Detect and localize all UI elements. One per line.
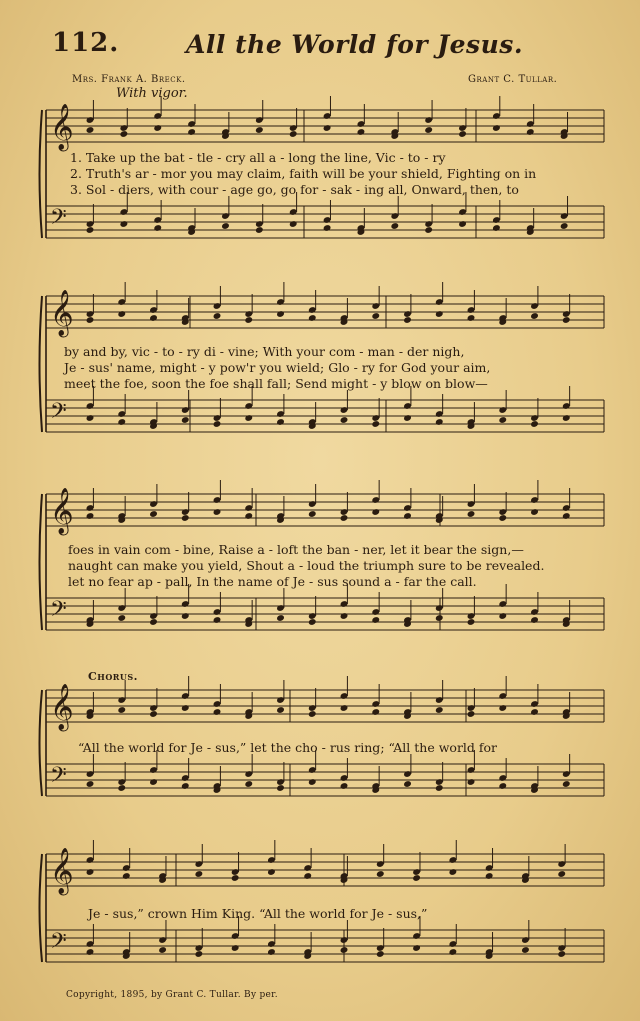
system-4-bass-note xyxy=(149,778,158,786)
system-3-bass-note xyxy=(467,618,476,626)
system-2-bass-note xyxy=(435,418,444,426)
system-3-bass-note xyxy=(149,618,158,626)
lyric-verse-2-line-2: Je - sus' name, might - y pow'r you wield; Glo - ry for God your aim, xyxy=(64,360,491,375)
system-5-bass-note xyxy=(158,946,167,954)
system-5-bass-note xyxy=(376,950,385,958)
system-2-bass-note xyxy=(340,416,349,424)
system-2-bass-note xyxy=(213,420,222,428)
system-4-treble-note xyxy=(340,704,349,712)
system-3-treble-note xyxy=(86,512,95,520)
system-5-bass-note xyxy=(340,946,349,954)
lyric-verse-2-line-3: naught can make you yield, Shout a - loud the triumph sure to be revealed. xyxy=(68,558,545,573)
system-4-bass-note xyxy=(117,784,126,792)
system-5-bass-note xyxy=(557,950,566,958)
system-4-bass-note xyxy=(435,784,444,792)
system-3-bass-note xyxy=(213,616,222,624)
system-4-bass-note xyxy=(467,778,476,786)
system-3-bass-clef: 𝄢 xyxy=(50,597,67,627)
system-5-bass-note xyxy=(195,950,204,958)
system-4-brace xyxy=(40,690,43,796)
system-3-bass-note xyxy=(340,612,349,620)
system-4-bass-note xyxy=(340,782,349,790)
system-4-bass-note xyxy=(276,784,285,792)
system-3-treble-note xyxy=(371,508,380,516)
system-3-treble-note xyxy=(244,512,253,520)
system-1-bass-note xyxy=(458,220,467,228)
system-4-bass-note xyxy=(498,782,507,790)
system-1-bass-note xyxy=(153,224,162,232)
system-4-bass-note xyxy=(86,780,95,788)
system-4-treble-note xyxy=(530,708,539,716)
system-5-bass-note xyxy=(412,944,421,952)
system-2-bass-note xyxy=(562,414,571,422)
system-2-bass-clef: 𝄢 xyxy=(50,399,67,429)
tempo-marking: With vigor. xyxy=(116,86,188,101)
system-2-treble-note xyxy=(276,310,285,318)
system-1-treble-note xyxy=(323,124,332,132)
system-4-treble-clef: 𝄞 xyxy=(50,684,74,730)
system-4-bass-note xyxy=(403,780,412,788)
system-5-treble-clef: 𝄞 xyxy=(50,848,74,894)
system-2-bass-note xyxy=(276,418,285,426)
system-2-bass-note xyxy=(117,418,126,426)
system-3-bass-note xyxy=(435,614,444,622)
system-2-treble-note xyxy=(213,312,222,320)
system-5-treble-note xyxy=(122,872,131,880)
system-2-treble-note xyxy=(371,312,380,320)
system-2-treble-note xyxy=(149,314,158,322)
lyric-verse-2-line-1: 2. Truth's ar - mor you may claim, faith will be your shield, Fighting on in xyxy=(70,166,537,181)
system-5-treble-note xyxy=(86,868,95,876)
system-3-bass-note xyxy=(276,614,285,622)
system-2-treble-note xyxy=(530,312,539,320)
system-4-bass-note xyxy=(562,780,571,788)
system-5-treble-note xyxy=(195,870,204,878)
system-1-treble-note xyxy=(526,128,535,136)
system-1-treble-note xyxy=(120,130,129,138)
system-1-bass-note xyxy=(424,226,433,234)
system-5-treble-note xyxy=(412,874,421,882)
lyric-verse-1-line-2: by and by, vic - to - ry di - vine; With your com - man - der nigh, xyxy=(64,344,465,359)
system-1-treble-note xyxy=(458,130,467,138)
system-3-bass-note xyxy=(371,616,380,624)
system-4-treble-note xyxy=(149,710,158,718)
system-1-bass-note xyxy=(323,224,332,232)
system-1-treble-note xyxy=(492,124,501,132)
system-5-treble-note xyxy=(376,870,385,878)
system-2-treble-note xyxy=(86,316,95,324)
system-4-treble-note xyxy=(435,706,444,714)
system-2-bass-note xyxy=(403,414,412,422)
system-2-brace xyxy=(40,296,43,432)
lyric-chorus-line-1: “All the world for Je - sus,” let the cho - rus ring; “All the world for xyxy=(78,740,498,755)
system-4-treble-note xyxy=(181,704,190,712)
system-2-bass-note xyxy=(530,420,539,428)
system-5-treble-note xyxy=(303,872,312,880)
system-2-bass-note xyxy=(371,420,380,428)
system-5-bass-note xyxy=(231,944,240,952)
system-3-bass-note xyxy=(181,612,190,620)
system-4-treble-note xyxy=(371,708,380,716)
system-3-treble-clef: 𝄞 xyxy=(50,488,74,534)
lyric-verse-1-line-1: 1. Take up the bat - tle - cry all a - long the line, Vic - to - ry xyxy=(70,150,446,165)
system-3-treble-note xyxy=(403,512,412,520)
lyric-verse-3-line-3: let no fear ap - pall, In the name of Je - sus sound a - far the call. xyxy=(68,574,477,589)
system-5-treble-note xyxy=(231,874,240,882)
system-4-treble-note xyxy=(213,708,222,716)
system-4-bass-note xyxy=(244,780,253,788)
hymn-number: 112. xyxy=(52,28,120,58)
system-1-treble-note xyxy=(357,128,366,136)
system-3-bass-note xyxy=(308,618,317,626)
system-2-treble-clef: 𝄞 xyxy=(50,290,74,336)
lyricist-credit: Mrs. Frank A. Breck. xyxy=(72,74,186,85)
system-4-bass-note xyxy=(181,782,190,790)
system-3-treble-note xyxy=(562,512,571,520)
system-5-brace xyxy=(40,854,43,962)
system-2-bass-note xyxy=(86,414,95,422)
system-5-treble-note xyxy=(449,868,458,876)
system-5-treble-note xyxy=(267,868,276,876)
system-1-brace xyxy=(40,110,43,238)
system-1-bass-note xyxy=(560,222,569,230)
system-2-treble-note xyxy=(244,316,253,324)
system-5-bass-note xyxy=(521,946,530,954)
system-1-bass-note xyxy=(390,222,399,230)
system-4-bass-clef: 𝄢 xyxy=(50,763,67,793)
system-2-bass-note xyxy=(181,416,190,424)
system-4-treble-note xyxy=(498,704,507,712)
system-2-treble-note xyxy=(562,316,571,324)
system-1-bass-note xyxy=(86,226,95,234)
lyric-verse-3-line-2: meet the foe, soon the foe shall fall; Send might - y blow on blow— xyxy=(64,376,488,391)
system-1-bass-clef: 𝄢 xyxy=(50,205,67,235)
system-3-treble-note xyxy=(340,514,349,522)
system-5-bass-note xyxy=(449,948,458,956)
system-1-bass-note xyxy=(289,220,298,228)
system-4-treble-note xyxy=(308,710,317,718)
composer-credit: Grant C. Tullar. xyxy=(468,74,558,85)
lyric-verse-3-line-1: 3. Sol - diers, with cour - age go, go for - sak - ing all, Onward, then, to xyxy=(70,182,519,197)
system-3-bass-note xyxy=(530,616,539,624)
system-3-treble-note xyxy=(181,514,190,522)
lyric-verse-1-line-3: foes in vain com - bine, Raise a - loft the ban - ner, let it bear the sign,— xyxy=(68,542,524,557)
system-3-brace xyxy=(40,494,43,630)
system-4-treble-note xyxy=(276,706,285,714)
system-3-treble-note xyxy=(308,510,317,518)
system-3-bass-note xyxy=(498,612,507,620)
system-2-treble-note xyxy=(435,310,444,318)
system-4-treble-note xyxy=(467,710,476,718)
system-5-bass-note xyxy=(267,948,276,956)
system-1-bass-note xyxy=(255,226,264,234)
system-1-treble-note xyxy=(255,126,264,134)
system-2-treble-note xyxy=(117,310,126,318)
system-2-bass-note xyxy=(498,416,507,424)
system-1-bass-note xyxy=(492,224,501,232)
system-2-treble-note xyxy=(403,316,412,324)
system-5-bass-clef: 𝄢 xyxy=(50,929,67,959)
system-1-bass-note xyxy=(120,220,129,228)
system-1-treble-clef: 𝄞 xyxy=(50,104,74,150)
system-1-treble-note xyxy=(424,126,433,134)
system-2-bass-note xyxy=(244,414,253,422)
system-3-treble-note xyxy=(149,510,158,518)
system-3-treble-note xyxy=(467,510,476,518)
system-4-bass-note xyxy=(308,778,317,786)
system-1-treble-note xyxy=(153,124,162,132)
hymn-title: All the World for Jesus. xyxy=(186,30,524,59)
system-2-treble-note xyxy=(308,314,317,322)
system-5-bass-note xyxy=(86,948,95,956)
system-1-treble-note xyxy=(86,126,95,134)
system-3-treble-note xyxy=(498,514,507,522)
system-1-bass-note xyxy=(221,222,230,230)
system-5-treble-note xyxy=(485,872,494,880)
system-5-treble-note xyxy=(557,870,566,878)
system-2-treble-note xyxy=(467,314,476,322)
system-1-treble-note xyxy=(187,128,196,136)
system-3-bass-note xyxy=(117,614,126,622)
system-3-treble-note xyxy=(530,508,539,516)
system-1-treble-note xyxy=(289,130,298,138)
copyright-notice: Copyright, 1895, by Grant C. Tullar. By per. xyxy=(66,990,278,1000)
chorus-label: Chorus. xyxy=(88,670,139,683)
system-4-treble-note xyxy=(117,706,126,714)
lyric-chorus-line-2: Je - sus,” crown Him King. “All the world for Je - sus,” xyxy=(88,906,428,921)
system-3-treble-note xyxy=(213,508,222,516)
